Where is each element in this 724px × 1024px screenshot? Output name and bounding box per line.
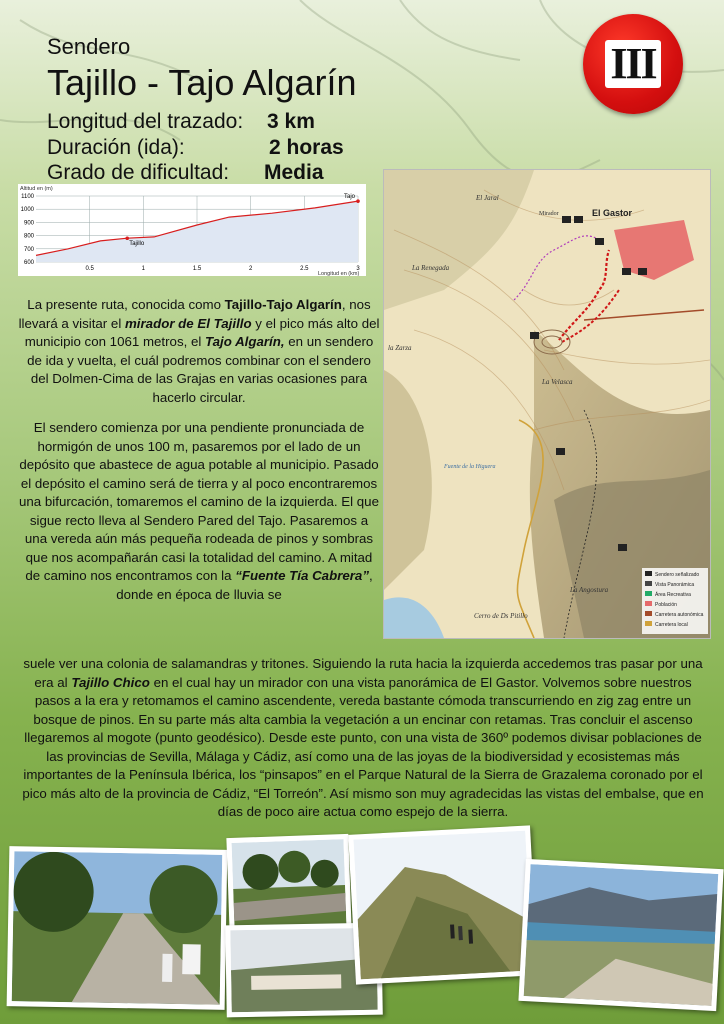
trail-number: III [605, 40, 661, 88]
stat-difficulty-label: Grado de dificultad: [47, 161, 230, 184]
text-segment: “Fuente Tía Cabrera” [235, 568, 369, 583]
map-label-fuente: Fuente de la Higuera [444, 464, 496, 470]
profile-ytick: 1100 [21, 194, 34, 200]
map-image [384, 170, 710, 638]
trail-kicker: Sendero [47, 34, 131, 59]
stat-difficulty [47, 161, 324, 185]
map-label-jaral: El Jaral [476, 194, 499, 202]
stat-duration-value: 2 horas [269, 136, 344, 159]
text-segment: Tajillo Chico [71, 674, 150, 690]
text-segment: Tajillo-Tajo Algarín [224, 297, 342, 312]
profile-waypoint [125, 236, 129, 240]
profile-ytick: 1000 [20, 207, 34, 214]
intro-paragraph [18, 296, 380, 407]
text-segment: y el pico más alto del municipio con 1061 metros, el [24, 315, 380, 349]
legend-swatch [645, 601, 652, 606]
profile-xtick: 1.5 [192, 266, 202, 272]
route-paragraph-continued [16, 655, 710, 822]
profile-ytick: 800 [23, 233, 34, 240]
legend-label: Carretera local [655, 622, 688, 628]
profile-xtick: 3 [356, 266, 360, 272]
photo-trail-start [7, 846, 228, 1010]
text-segment: en un sendero de ida y vuelta, el cuál podremos combinar con el sendero del Dolmen-Cima de las Grajas en varias ocasiones para hacerlo circular. [27, 334, 374, 405]
text-segment: en el cual hay un mirador con una vista panorámica de El Gastor. Volvemos sobre nuestros pasos a la era y retomamos el camino ascendente, vereda bastante cómoda transcurriendo en zig zag entre un bosque de pinos. En su parte más alta cambia la vegetación a un encinar con retamas. Tras concluir el ascenso llegaremos al mogote (punto geodésico). Desde este punto, con una vista de 360º podemos divisar poblaciones de las provincias de Sevilla, Málaga y Cádiz, así como una de las joyas de la biodiversidad y ecosistemas más importantes de la Península Ibérica, los “pinsapos” en el Parque Natural de la Sierra de Grazalema coronado por el pico más alto de la provincia de Cádiz, “El Torreón”. Así mismo son muy agradecidas las vistas del embalse, que en días de poco aire actua como espejo de la sierra. [22, 674, 704, 819]
profile-ytick: 700 [23, 246, 34, 253]
stat-difficulty-value: Media [264, 161, 324, 184]
legend-swatch [645, 591, 652, 596]
text-segment: mirador de El Tajillo [124, 315, 252, 331]
text-segment: La presente ruta, conocida como [27, 297, 225, 312]
legend-swatch [645, 621, 652, 626]
profile-xtick: 0.5 [85, 266, 94, 272]
route-paragraph [18, 419, 380, 604]
photo-pine-forest [226, 834, 351, 934]
legend-label: Población [655, 602, 677, 608]
profile-waypoint-label: Tajo [344, 194, 356, 201]
profile-xtick: 2.5 [300, 266, 309, 272]
elevation-profile [18, 184, 366, 276]
stat-length-label: Longitud del trazado: [47, 110, 244, 133]
map-label-angostura: La Angostura [570, 586, 609, 594]
text-segment: , nos llevará a visitar el [18, 297, 371, 331]
trail-title: Tajillo - Tajo Algarín [47, 62, 357, 103]
stat-length [47, 110, 315, 134]
profile-ylabel: Altitud en (m) [20, 186, 53, 192]
trail-number-badge [583, 14, 683, 114]
text-segment: El sendero comienza por una pendiente pronunciada de hormigón de unos 100 m, pasaremos por el lado de un depósito que abastece de agua potable al municipio. Pasado el depósito el camino será de tierra y al poco encontraremos una bifurcación, tomaremos el camino de la izquierda. El que sigue recto lleva al Sendero Pared del Tajo. Pasaremos a una vereda aún más pequeña rodeada de pinos y sombras que nos acompañarán casi la totalidad del camino. A mitad de camino nos encontramos con la [19, 420, 379, 583]
stat-length-value: 3 km [267, 110, 315, 133]
map-label-zarza: la Zarza [388, 344, 412, 352]
profile-ytick: 600 [23, 260, 34, 266]
profile-xtick: 2 [248, 266, 253, 272]
profile-waypoint [356, 199, 360, 203]
photo-reservoir [518, 859, 723, 1011]
map-label-gastor: El Gastor [592, 208, 633, 218]
legend-label: Vista Panorámica [655, 582, 695, 588]
text-segment: , donde en época de lluvia se [116, 568, 373, 602]
legend-label: Carretera autonómica [655, 612, 704, 618]
profile-ytick: 900 [23, 220, 34, 227]
photo-hikers-ridge [348, 825, 538, 984]
profile-xlabel: Longitud en (km) [318, 271, 360, 276]
map-label-velasca: La Velasca [542, 378, 573, 386]
legend-label: Sendero señalizado [655, 572, 700, 578]
legend-swatch [645, 611, 652, 616]
profile-xtick: 1 [141, 266, 146, 272]
map-label-mirador: Mirador [539, 211, 559, 217]
legend-swatch [645, 581, 652, 586]
trail-map[interactable] [384, 170, 710, 638]
map-label-renegada: La Renegada [412, 264, 450, 272]
stat-duration-label: Duración (ida): [47, 136, 185, 159]
profile-waypoint-label: Tajillo [129, 241, 145, 248]
map-label-pitillo: Cerro de Ds Pitillo [474, 612, 528, 620]
text-segment: suele ver una colonia de salamandras y tritones. Siguiendo la ruta hacia la izquierda accedemos tras pasar por una era al [23, 656, 703, 690]
legend-label: Área Recreativa [655, 592, 691, 598]
text-segment: Tajo Algarín, [205, 334, 285, 349]
legend-swatch [645, 571, 652, 576]
stat-duration [47, 136, 344, 160]
